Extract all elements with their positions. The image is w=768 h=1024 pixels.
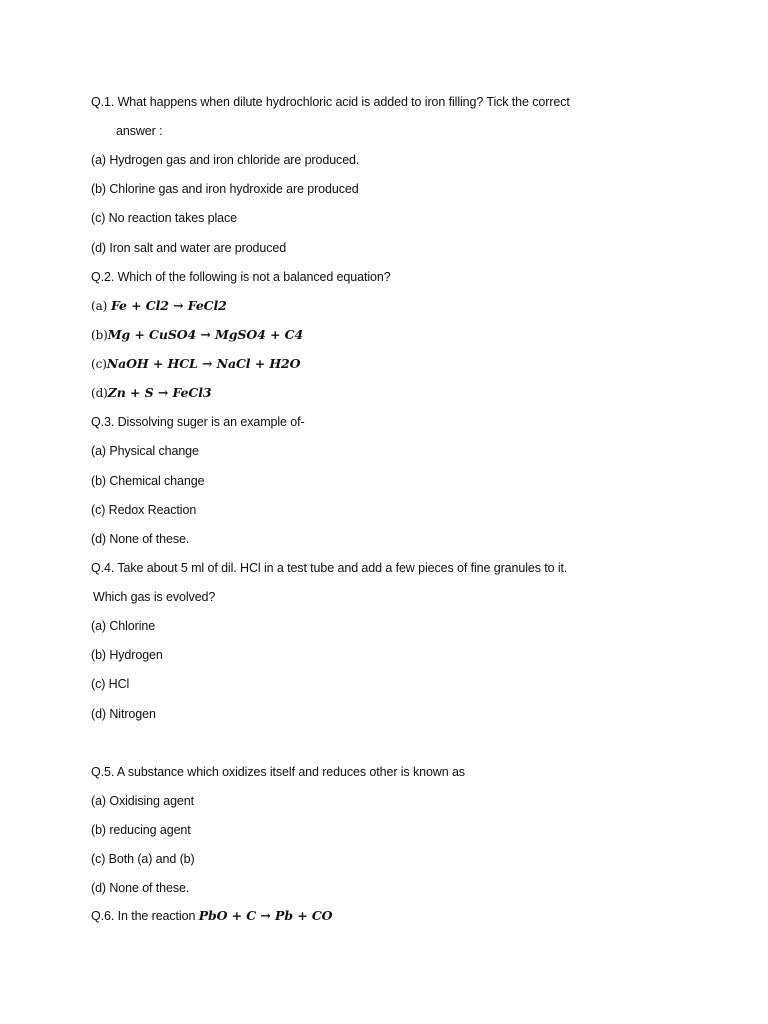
question-2-stem: Q.2. Which of the following is not a balanced equation? [91, 270, 391, 284]
question-1-option-d: (d) Iron salt and water are produced [91, 241, 287, 255]
question-1-option-a: (a) Hydrogen gas and iron chloride are produced. [91, 153, 360, 167]
question-4-option-b: (b) Hydrogen [91, 648, 163, 662]
question-5-option-d: (d) None of these. [91, 881, 190, 895]
question-6-stem [91, 908, 332, 924]
option-prefix: (b) [91, 328, 108, 342]
question-3-option-b: (b) Chemical change [91, 474, 205, 488]
question-3-option-c: (c) Redox Reaction [91, 503, 197, 517]
question-5-option-a: (a) Oxidising agent [91, 794, 195, 808]
option-prefix: (c) [91, 357, 107, 371]
question-2-option-c [91, 356, 300, 372]
question-6-stem-text: Q.6. In the reaction [91, 909, 199, 923]
question-4-option-c: (c) HCl [91, 677, 130, 691]
question-1-option-b: (b) Chlorine gas and iron hydroxide are produced [91, 182, 359, 196]
question-4-stem: Q.4. Take about 5 ml of dil. HCl in a test tube and add a few pieces of fine granules to it. [91, 561, 568, 575]
question-3-stem: Q.3. Dissolving suger is an example of- [91, 415, 305, 429]
question-5-option-c: (c) Both (a) and (b) [91, 852, 195, 866]
question-2-option-a [91, 298, 227, 314]
equation: Fe + Cl2 → FeCl2 [110, 298, 227, 313]
question-2-option-b [91, 327, 303, 343]
equation: Zn + S → FeCl3 [107, 385, 212, 400]
equation: PbO + C → Pb + CO [198, 908, 333, 923]
equation: Mg + CuSO4 → MgSO4 + C4 [107, 327, 304, 342]
question-4-stem-continued: Which gas is evolved? [93, 590, 216, 604]
question-1-stem-continued: answer : [116, 124, 163, 138]
question-1-option-c: (c) No reaction takes place [91, 211, 237, 225]
question-4-option-d: (d) Nitrogen [91, 707, 156, 721]
question-5-stem: Q.5. A substance which oxidizes itself and reduces other is known as [91, 765, 465, 779]
question-4-option-a: (a) Chlorine [91, 619, 156, 633]
equation: NaOH + HCL → NaCl + H2O [106, 356, 301, 371]
question-3-option-d: (d) None of these. [91, 532, 190, 546]
question-5-option-b: (b) reducing agent [91, 823, 191, 837]
question-3-option-a: (a) Physical change [91, 444, 199, 458]
question-1-stem: Q.1. What happens when dilute hydrochloric acid is added to iron filling? Tick the correct [91, 95, 570, 109]
question-2-option-d [91, 385, 211, 401]
option-prefix: (a) [91, 299, 111, 313]
option-prefix: (d) [91, 386, 108, 400]
